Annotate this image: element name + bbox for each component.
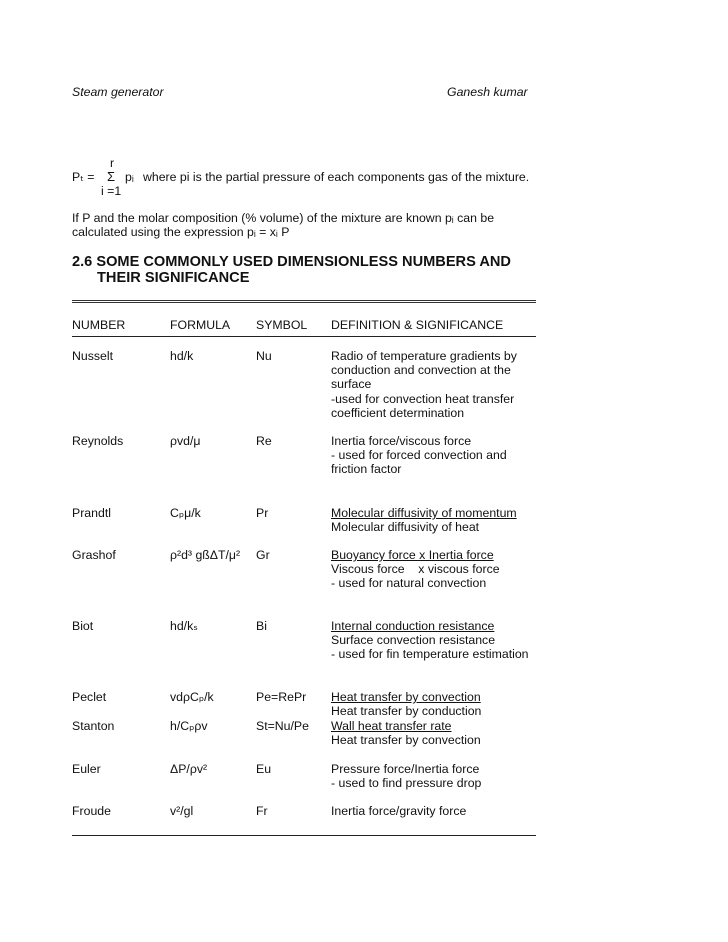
row-number: Prandtl: [72, 506, 111, 520]
definition-numerator: Buoyancy force x Inertia force: [331, 548, 494, 562]
definition-line: Pressure force/Inertia force: [331, 762, 480, 776]
row-formula: vdρCₚ/k: [170, 690, 214, 704]
definition-line: coefficient determination: [331, 405, 465, 420]
sum-upper-limit: r: [110, 156, 115, 170]
definition-line: friction factor: [331, 462, 402, 477]
definition-denominator: Surface convection resistance: [331, 633, 496, 648]
row-symbol: Gr: [256, 548, 270, 562]
row-symbol: Nu: [256, 349, 272, 363]
row-definition: [331, 434, 507, 477]
definition-line: - used for natural convection: [331, 576, 487, 591]
paragraph-line-2: calculated using the expression pᵢ = xᵢ P: [72, 225, 290, 239]
paragraph-line-1: If P and the molar composition (% volume) of the mixture are known pᵢ can be: [72, 211, 495, 225]
definition-denominator: Heat transfer by conduction: [331, 704, 482, 719]
row-number: Biot: [72, 619, 94, 633]
header-left: Steam generator: [72, 85, 164, 99]
definition-line: - used to find pressure drop: [331, 776, 482, 791]
row-definition: [331, 349, 517, 420]
row-definition: [331, 762, 481, 790]
row-definition: [331, 804, 466, 818]
equation-lhs: Pₜ =: [72, 170, 95, 184]
row-symbol: Bi: [256, 619, 267, 633]
equation-description: where pi is the partial pressure of each components gas of the mixture.: [143, 170, 530, 184]
row-number: Grashof: [72, 548, 116, 562]
definition-line: Inertia force/viscous force: [331, 434, 472, 448]
definition-line: - used for fin temperature estimation: [331, 647, 529, 662]
header-symbol: SYMBOL: [256, 318, 308, 332]
row-formula: ρvd/μ: [170, 434, 201, 448]
row-symbol: Re: [256, 434, 272, 448]
row-formula: hd/k: [170, 349, 194, 363]
header-right: Ganesh kumar: [447, 85, 528, 99]
row-number: Reynolds: [72, 434, 124, 448]
definition-line: -used for convection heat transfer: [331, 391, 515, 406]
definition-numerator: Wall heat transfer rate: [331, 719, 452, 733]
row-formula: h/Cₚρv: [170, 719, 208, 733]
definition-numerator: Heat transfer by convection: [331, 690, 481, 704]
row-definition: [331, 548, 500, 591]
definition-line: Radio of temperature gradients by: [331, 349, 517, 363]
row-number: Stanton: [72, 719, 115, 733]
header-definition: DEFINITION & SIGNIFICANCE: [331, 318, 504, 332]
row-symbol: Pr: [256, 506, 269, 520]
definition-denominator: Viscous force x viscous force: [331, 562, 500, 577]
row-definition: [331, 719, 481, 747]
definition-line: - used for forced convection and: [331, 448, 507, 463]
row-number: Euler: [72, 762, 101, 776]
row-symbol: St=Nu/Pe: [256, 719, 309, 733]
row-number: Nusselt: [72, 349, 114, 363]
sum-lower-limit: i =1: [101, 184, 122, 198]
row-definition: [331, 690, 481, 718]
header-number: NUMBER: [72, 318, 126, 332]
table-top-rule: [72, 300, 536, 303]
row-formula: v²/gl: [170, 804, 194, 818]
definition-line: conduction and convection at the: [331, 363, 511, 378]
definition-denominator: Heat transfer by convection: [331, 733, 481, 748]
section-title-line-2: THEIR SIGNIFICANCE: [97, 270, 250, 286]
equation-term: pᵢ: [125, 170, 134, 184]
definition-line: surface: [331, 377, 372, 392]
row-number: Peclet: [72, 690, 107, 704]
sigma-symbol: Σ: [107, 169, 116, 184]
row-formula: Cₚμ/k: [170, 506, 201, 520]
row-definition: [331, 506, 517, 534]
row-symbol: Pe=RePr: [256, 690, 307, 704]
definition-numerator: Molecular diffusivity of momentum: [331, 506, 517, 520]
table-bottom-rule: [72, 835, 536, 836]
row-formula: ΔP/ρv²: [170, 762, 208, 776]
definition-line: Inertia force/gravity force: [331, 804, 467, 818]
section-title-line-1: 2.6 SOME COMMONLY USED DIMENSIONLESS NUMBERS AND: [72, 254, 511, 270]
definition-denominator: Molecular diffusivity of heat: [331, 520, 480, 535]
row-number: Froude: [72, 804, 111, 818]
definition-numerator: Internal conduction resistance: [331, 619, 495, 633]
row-symbol: Fr: [256, 804, 268, 818]
row-symbol: Eu: [256, 762, 272, 776]
header-formula: FORMULA: [170, 318, 231, 332]
table-header-rule: [72, 336, 536, 337]
row-formula: ρ²d³ gßΔT/μ²: [170, 548, 241, 562]
row-definition: [331, 619, 529, 662]
row-formula: hd/kₛ: [170, 619, 198, 633]
